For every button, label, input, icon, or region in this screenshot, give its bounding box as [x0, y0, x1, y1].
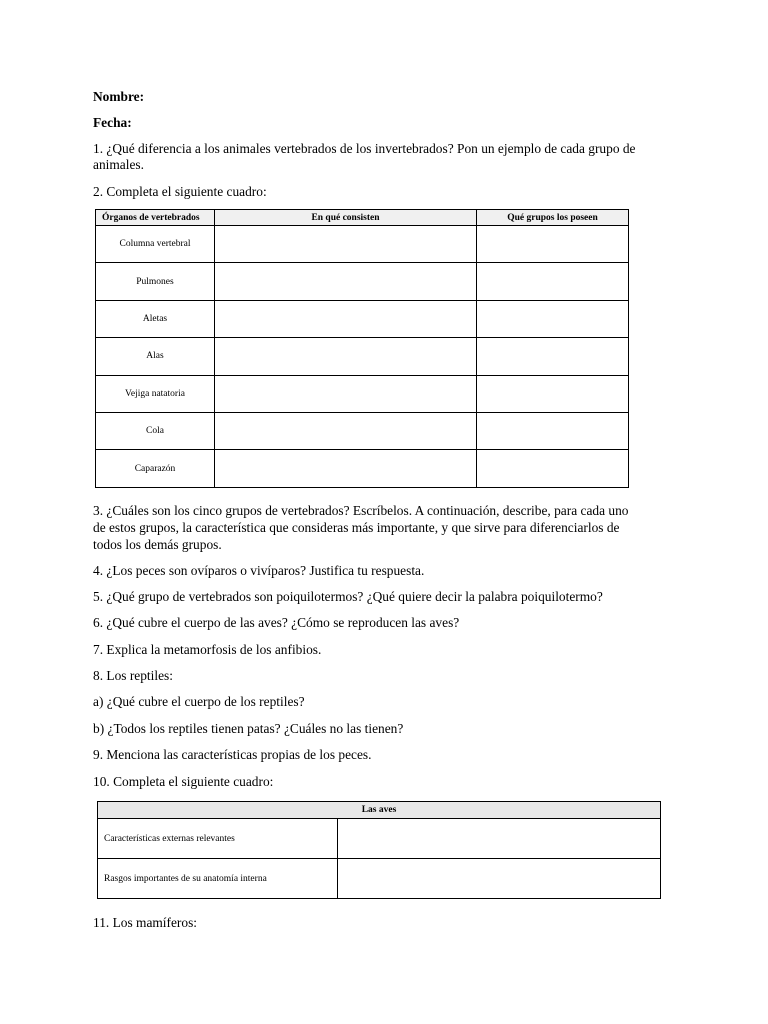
- bird-feature-cell: Características externas relevantes: [98, 819, 338, 859]
- answer-cell[interactable]: [215, 300, 477, 337]
- question-4: 4. ¿Los peces son ovíparos o vivíparos? Justifica tu respuesta.: [93, 563, 425, 578]
- table-row: [96, 375, 629, 412]
- question-3-line-2: de estos grupos, la característica que consideras más importante, y que sirve para diferenciarlos de: [93, 520, 620, 535]
- question-9: 9. Menciona las características propias de los peces.: [93, 747, 372, 762]
- table-row: [96, 338, 629, 375]
- organ-cell: Alas: [96, 338, 215, 375]
- table-row: [98, 819, 661, 859]
- question-11: 11. Los mamíferos:: [93, 915, 198, 930]
- table-row: [96, 450, 629, 487]
- question-10: 10. Completa el siguiente cuadro:: [93, 774, 274, 789]
- table-row: [96, 263, 629, 300]
- table-header-organs: Órganos de vertebrados: [96, 210, 215, 226]
- answer-cell[interactable]: [477, 338, 629, 375]
- answer-cell[interactable]: [215, 226, 477, 263]
- answer-cell[interactable]: [338, 859, 661, 899]
- organ-cell: Vejiga natatoria: [96, 375, 215, 412]
- answer-cell[interactable]: [477, 263, 629, 300]
- table-header-row: [96, 210, 629, 226]
- answer-cell[interactable]: [477, 450, 629, 487]
- table-row: [96, 226, 629, 263]
- question-1-line-2: animales.: [93, 157, 144, 172]
- question-2: 2. Completa el siguiente cuadro:: [93, 184, 267, 199]
- question-1-line-1: 1. ¿Qué diferencia a los animales vertebrados de los invertebrados? Pon un ejemplo de cada grupo de: [93, 141, 636, 156]
- answer-cell[interactable]: [338, 819, 661, 859]
- answer-cell[interactable]: [477, 226, 629, 263]
- question-8: 8. Los reptiles:: [93, 668, 173, 683]
- organ-cell: Pulmones: [96, 263, 215, 300]
- question-7: 7. Explica la metamorfosis de los anfibios.: [93, 642, 322, 657]
- table-header-consist: En qué consisten: [215, 210, 477, 226]
- answer-cell[interactable]: [477, 412, 629, 449]
- table-header-birds: Las aves: [98, 802, 661, 819]
- table-row: [96, 300, 629, 337]
- bird-feature-cell: Rasgos importantes de su anatomía interna: [98, 859, 338, 899]
- nombre-label: Nombre:: [93, 89, 145, 104]
- birds-table: [97, 801, 661, 899]
- organ-cell: Aletas: [96, 300, 215, 337]
- table-header-groups: Qué grupos los poseen: [477, 210, 629, 226]
- organ-cell: Columna vertebral: [96, 226, 215, 263]
- question-3-line-3: todos los demás grupos.: [93, 537, 222, 552]
- question-5: 5. ¿Qué grupo de vertebrados son poiquilotermos? ¿Qué quiere decir la palabra poiquilotermo?: [93, 589, 603, 604]
- question-3-line-1: 3. ¿Cuáles son los cinco grupos de vertebrados? Escríbelos. A continuación, describe, para cada uno: [93, 503, 629, 518]
- organ-cell: Cola: [96, 412, 215, 449]
- answer-cell[interactable]: [215, 338, 477, 375]
- table-row: [98, 859, 661, 899]
- answer-cell[interactable]: [215, 263, 477, 300]
- answer-cell[interactable]: [215, 450, 477, 487]
- fecha-label: Fecha:: [93, 115, 132, 130]
- vertebrate-organs-table: [95, 209, 629, 488]
- table-row: [96, 412, 629, 449]
- answer-cell[interactable]: [215, 412, 477, 449]
- answer-cell[interactable]: [477, 300, 629, 337]
- answer-cell[interactable]: [215, 375, 477, 412]
- organ-cell: Caparazón: [96, 450, 215, 487]
- answer-cell[interactable]: [477, 375, 629, 412]
- question-8a: a) ¿Qué cubre el cuerpo de los reptiles?: [93, 694, 305, 709]
- table-header-row: [98, 802, 661, 819]
- question-6: 6. ¿Qué cubre el cuerpo de las aves? ¿Cómo se reproducen las aves?: [93, 615, 460, 630]
- question-8b: b) ¿Todos los reptiles tienen patas? ¿Cuáles no las tienen?: [93, 721, 404, 736]
